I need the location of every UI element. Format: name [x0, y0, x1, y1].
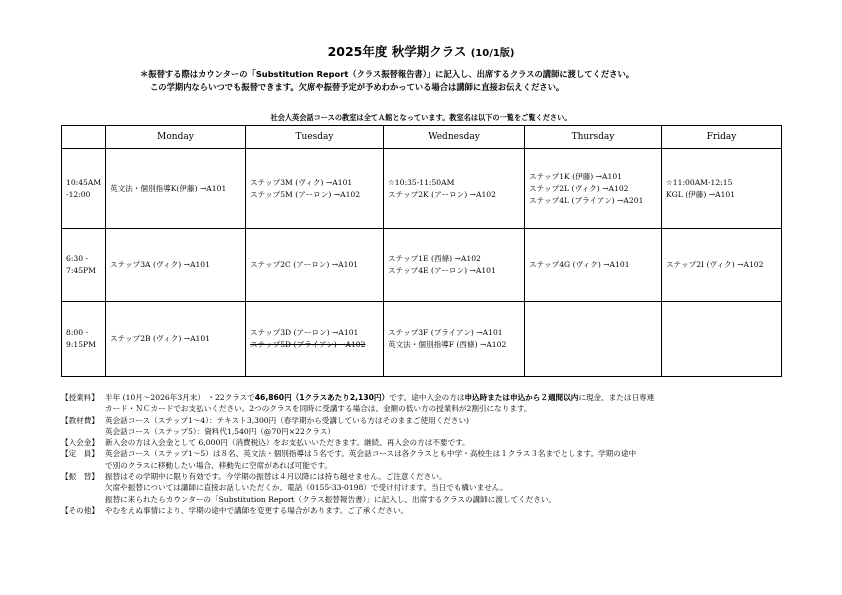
class-cell: [384, 229, 525, 302]
day-header-row: [62, 126, 782, 149]
class-cell: [106, 229, 246, 302]
table-row: [62, 302, 782, 377]
note-text: 英会話コース（ステップ1～5）は８名、英文法・個別指導は５名です。英会話コースは各クラスとも中学・高校生は１クラス３名までとします。学期の途中: [105, 449, 637, 459]
note-join: [61, 437, 781, 448]
class-entry: KGL (伊藤) →A101: [666, 189, 736, 199]
fee-text: 半年 (10月～2026年3月末） ・22クラスで: [105, 393, 255, 402]
day-thursday: Thursday: [525, 126, 662, 149]
class-cell: [246, 229, 384, 302]
note-text: で別のクラスに移動したい場合、移動先に空席があれば可能です。: [105, 460, 332, 470]
class-cell: [525, 149, 662, 229]
class-entry: ステップ5M (アーロン) →A102: [250, 189, 361, 199]
note-label: 【入会金】: [61, 438, 99, 448]
note-text: やむをえぬ事情により、学期の途中で講師を変更する場合があります。ご了承ください。: [105, 505, 409, 515]
time-end: 9:15PM: [66, 340, 96, 350]
class-entry: ステップ1E (西條) →A102: [388, 254, 481, 264]
note-text: 英会話コース（ステップ5）：資料代1,540円（@70円×22クラス）: [105, 426, 335, 436]
note-label: 【定 員】: [61, 449, 99, 459]
table-row: [62, 149, 782, 229]
class-entry: ステップ2I (ヴィク) →A102: [666, 260, 764, 270]
time-cell: [62, 302, 106, 377]
table-row: [62, 229, 782, 302]
day-wednesday: Wednesday: [384, 126, 525, 149]
time-start: 6:30 -: [66, 254, 89, 264]
class-entry: ステップ2K (アーロン) →A102: [388, 189, 496, 199]
substitution-notice-2: この学期内ならいつでも振替できます。欠席や振替予定が予めわかっている場合は講師に直接お伝えください。: [150, 82, 565, 92]
day-tuesday: Tuesday: [246, 126, 384, 149]
note-text: 新入会の方は入会金として 6,000円（消費税込）をお支払いいただきます。継続、再入会の方は不要です。: [105, 438, 470, 448]
note-other: [61, 505, 781, 516]
note-text: 欠席や振替については講師に直接お話しいただくか、電話（0155-33-0198）で受け付けます。当日でも構いません。: [105, 483, 508, 493]
note-label: 【振 替】: [61, 472, 99, 482]
class-entry: ステップ3F (ブライアン) →A101: [388, 328, 503, 338]
time-start: 10:45AM: [66, 177, 102, 187]
corner-cell: [62, 126, 106, 149]
day-friday: Friday: [662, 126, 782, 149]
time-end: -12:00: [66, 189, 91, 199]
class-entry: ステップ1K (伊藤) →A101: [529, 171, 623, 181]
time-start: 8:00 -: [66, 328, 89, 338]
substitution-notice: ＊振替する際はカウンターの「Substitution Report（クラス振替報告書）」に記入し、出席するクラスの講師に渡してください。: [140, 69, 635, 79]
version-label: (10/1版): [470, 48, 515, 59]
notes-section: [61, 392, 781, 516]
note-capacity: [61, 448, 781, 471]
fee-text: です。途中入会の方は: [389, 393, 465, 402]
class-cell: [662, 149, 782, 229]
note-label: 【その他】: [61, 505, 99, 515]
note-text: 振替に来られたらカウンターの「Substitution Report（クラス振替報告書）」に記入し、出席するクラスの講師に渡してください。: [105, 494, 557, 504]
fee-text: カード・ＮＣカードでお支払いください。2つのクラスを同時に受講する場合は、金額の低い方の授業料が2割引になります。: [105, 404, 532, 414]
cancelled-class-entry: ステップ5D (ブライアン) →A102: [250, 340, 366, 350]
class-entry: ステップ3M (ヴィク) →A101: [250, 177, 353, 187]
schedule-table: [61, 125, 782, 377]
class-cell: [525, 229, 662, 302]
empty-cell: [525, 302, 662, 377]
class-entry: 英文法・個別指導K(伊藤) →A101: [110, 183, 227, 193]
page-title: [0, 42, 842, 60]
class-cell: [246, 302, 384, 377]
class-entry: ステップ4G (ヴィク) →A101: [529, 260, 630, 270]
time-note: ☆10:35-11:50AM: [388, 177, 455, 187]
class-entry: ステップ2C (アーロン) →A101: [250, 260, 359, 270]
time-end: 7:45PM: [66, 266, 96, 276]
title-text: 2025年度 秋学期クラス: [327, 44, 467, 59]
time-cell: [62, 229, 106, 302]
note-fee: [61, 392, 781, 415]
note-text: 英会話コース（ステップ1～4）：テキスト3,300円（春学期から受講している方はそのままご使用ください): [105, 415, 470, 425]
class-entry: ステップ3A (ヴィク) →A101: [110, 260, 210, 270]
note-label: 【教材費】: [61, 415, 99, 425]
empty-cell: [662, 302, 782, 377]
class-entry: ステップ2L (ヴィク) →A102: [529, 183, 629, 193]
class-entry: 英文法・個別指導F (西條) →A102: [388, 340, 507, 350]
note-materials: [61, 415, 781, 438]
fee-deadline: 申込時または申込から２週間以内: [464, 393, 579, 402]
class-entry: ステップ4E (アーロン) →A101: [388, 266, 496, 276]
fee-text: に現金、または日専連: [578, 393, 655, 402]
day-monday: Monday: [106, 126, 246, 149]
class-entry: ステップ4L (ブライアン) →A201: [529, 195, 644, 205]
class-cell: [106, 302, 246, 377]
class-cell: [662, 229, 782, 302]
class-cell: [384, 149, 525, 229]
class-cell: [246, 149, 384, 229]
class-cell: [106, 149, 246, 229]
room-note: 社会人英会話コースの教室は全てＡ館となっています。教室名は以下の一覧をご覧ください。: [270, 113, 572, 122]
class-cell: [384, 302, 525, 377]
note-label: 【授業料】: [61, 393, 99, 402]
note-substitution: [61, 471, 781, 505]
time-note: ☆11:00AM-12:15: [666, 177, 733, 187]
fee-amount: 46,860円（1クラスあたり2,130円）: [254, 393, 390, 402]
class-entry: ステップ2B (ヴィク) →A101: [110, 334, 211, 344]
class-entry: ステップ3D (アーロン) →A101: [250, 328, 359, 338]
note-text: 振替はその学期中に限り有効です。今学期の振替は４月以降には持ち越せません。ご注意ください。: [105, 472, 447, 482]
time-cell: [62, 149, 106, 229]
